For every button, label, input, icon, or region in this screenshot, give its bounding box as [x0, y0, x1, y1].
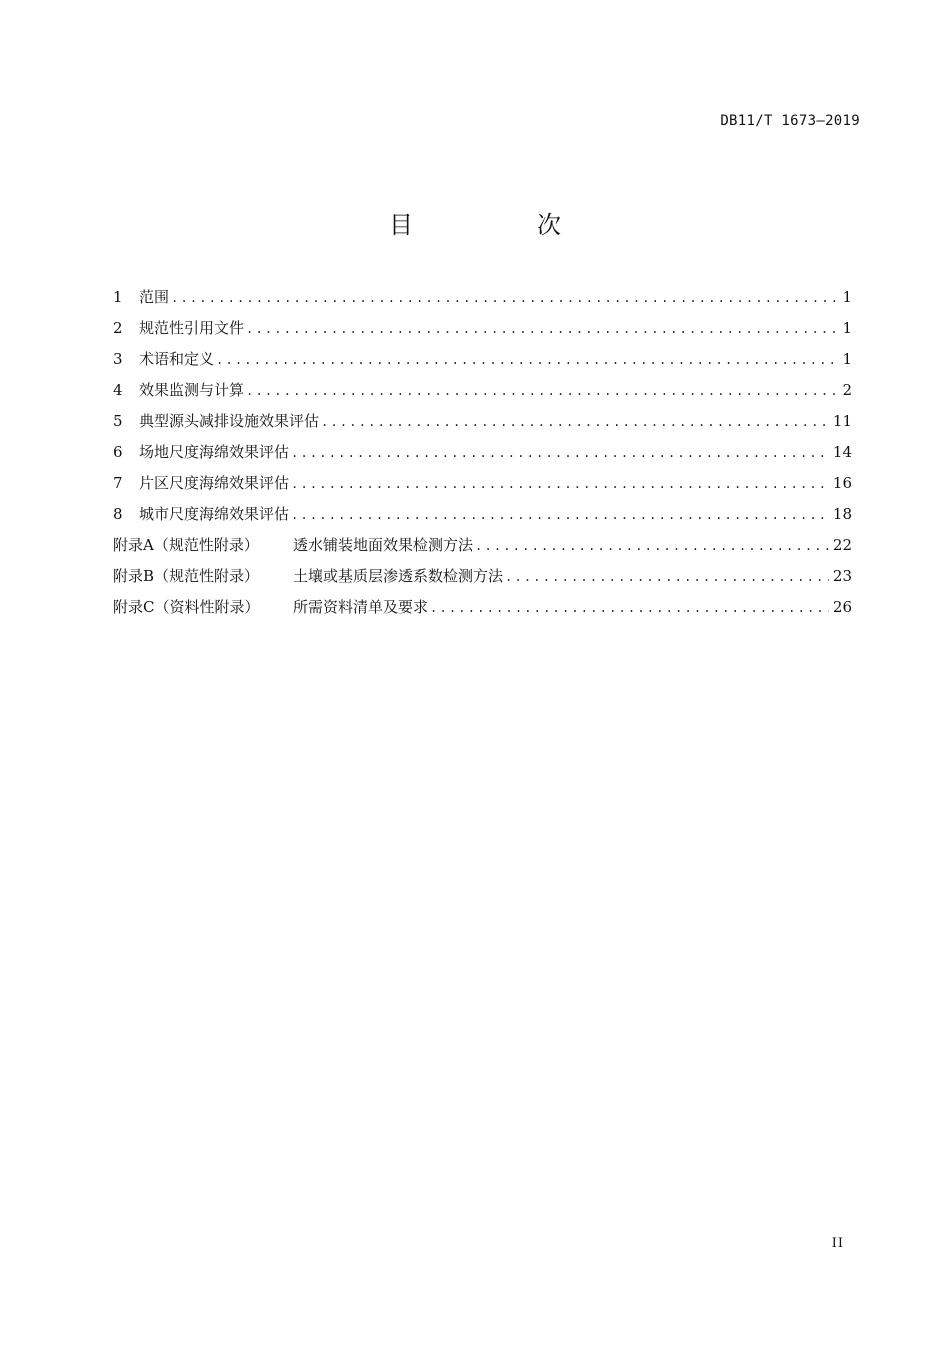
toc-entry-page: 18	[832, 505, 852, 523]
toc-entry-2[interactable]	[113, 313, 852, 344]
standard-code: DB11/T 1673—2019	[720, 113, 860, 129]
dot-leader	[505, 562, 829, 593]
toc-entry-label: 透水铺装地面效果检测方法	[293, 536, 474, 554]
toc-entry-label: 术语和定义	[139, 350, 215, 368]
toc-entry-7[interactable]	[113, 468, 852, 499]
dot-leader	[475, 531, 829, 562]
toc-entry-number: 1	[113, 288, 123, 306]
page-title: 目 次	[389, 211, 611, 239]
toc-entry-label: 城市尺度海绵效果评估	[139, 505, 290, 523]
dot-leader	[430, 593, 829, 624]
toc-entry-page: 1	[842, 350, 852, 368]
page-number: II	[831, 1236, 844, 1251]
dot-leader	[291, 500, 829, 531]
dot-leader	[291, 438, 829, 469]
toc-entry-label: 片区尺度海绵效果评估	[139, 474, 290, 492]
toc-entry-page: 16	[832, 474, 852, 492]
dot-leader	[216, 345, 838, 376]
toc-entry-page: 22	[832, 536, 852, 554]
toc-entry-number: 2	[113, 319, 123, 337]
toc-entry-label: 所需资料清单及要求	[293, 598, 429, 616]
toc-appendix-c[interactable]	[113, 592, 852, 623]
toc-entry-4[interactable]	[113, 375, 852, 406]
toc-entry-label: 规范性引用文件	[139, 319, 245, 337]
appendix-prefix: 附录A（规范性附录）	[113, 536, 259, 554]
appendix-prefix: 附录B（规范性附录）	[113, 567, 260, 585]
toc-entry-number: 3	[113, 350, 123, 368]
toc-entry-number: 6	[113, 443, 123, 461]
toc-entry-page: 23	[832, 567, 852, 585]
toc-entry-page: 11	[832, 412, 852, 430]
toc-appendix-b[interactable]	[113, 561, 852, 592]
dot-leader	[246, 376, 838, 407]
toc-entry-number: 7	[113, 474, 123, 492]
toc-entry-page: 26	[832, 598, 852, 616]
toc-entry-6[interactable]	[113, 437, 852, 468]
toc-entry-page: 14	[832, 443, 852, 461]
toc-entry-number: 4	[113, 381, 123, 399]
toc-entry-5[interactable]	[113, 406, 852, 437]
toc-entry-page: 2	[842, 381, 852, 399]
toc-entry-label: 土壤或基质层渗透系数检测方法	[293, 567, 504, 585]
appendix-prefix: 附录C（资料性附录）	[113, 598, 260, 616]
dot-leader	[246, 314, 838, 345]
toc-entry-8[interactable]	[113, 499, 852, 530]
toc-entry-page: 1	[842, 319, 852, 337]
toc-entry-1[interactable]	[113, 282, 852, 313]
toc-appendix-a[interactable]	[113, 530, 852, 561]
toc-entry-label: 效果监测与计算	[139, 381, 245, 399]
toc-entry-number: 8	[113, 505, 123, 523]
table-of-contents	[113, 282, 852, 623]
dot-leader	[291, 469, 829, 500]
toc-entry-label: 场地尺度海绵效果评估	[139, 443, 290, 461]
toc-entry-label: 范围	[139, 288, 170, 306]
toc-entry-page: 1	[842, 288, 852, 306]
toc-entry-number: 5	[113, 412, 123, 430]
toc-entry-label: 典型源头减排设施效果评估	[139, 412, 320, 430]
dot-leader	[171, 283, 838, 314]
toc-entry-3[interactable]	[113, 344, 852, 375]
dot-leader	[321, 407, 829, 438]
